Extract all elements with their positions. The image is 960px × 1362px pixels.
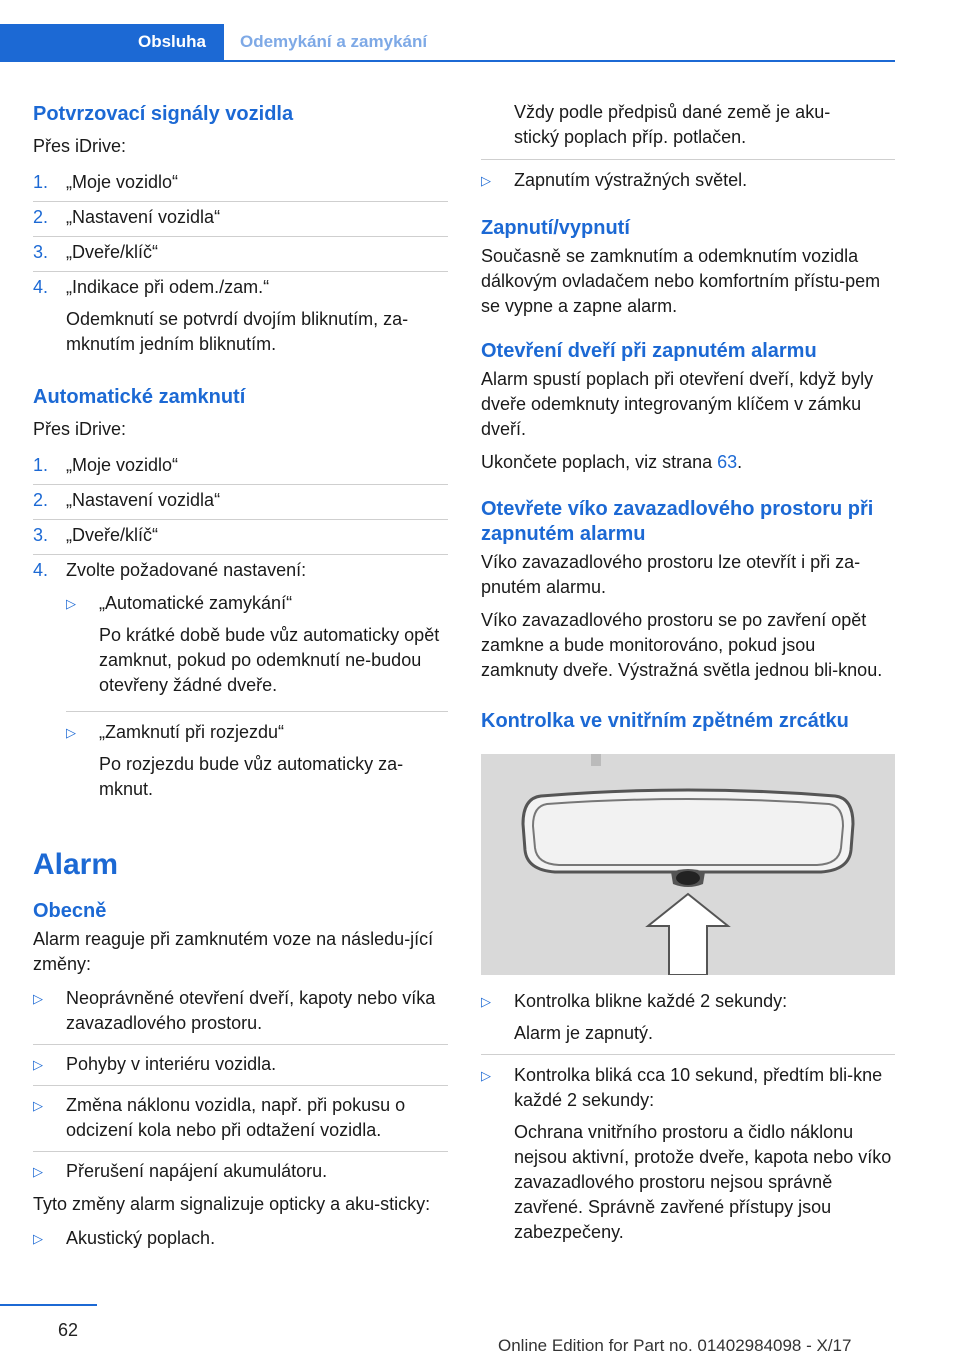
paragraph: Přes iDrive: (33, 136, 127, 156)
list-item: ▷ Zapnutím výstražných světel. (481, 168, 895, 193)
list-item: ▷ Změna náklonu vozidla, např. při pokusu o odcizení kola nebo při odtažení vozidla. (33, 1095, 406, 1140)
paragraph: Alarm reaguje při zamknutém voze na následu-jící změny: (33, 929, 434, 974)
section-title: Otevřete víko zavazadlového prostoru při zapnutém alarmu (481, 498, 874, 545)
list-item: ▷ Neoprávněné otevření dveří, kapoty nebo víka zavazadlového prostoru. (33, 988, 436, 1033)
list-item-note: Po krátké době bude vůz automaticky opět zamknut, pokud po odemknutí ne-budou otevřeny žádné dveře. (99, 625, 440, 695)
list-item: ▷ Akustický poplach. (33, 1226, 448, 1251)
paragraph: Přes iDrive: (33, 419, 127, 439)
paragraph: Alarm spustí poplach při otevření dveří, když byly dveře odemknuty integrovaným klíčem v zámku dveří. (481, 369, 874, 439)
triangle-right-icon: ▷ (33, 1098, 43, 1113)
triangle-right-icon: ▷ (66, 596, 76, 611)
triangle-right-icon: ▷ (481, 173, 491, 188)
list-item: 1. „Moje vozidlo“ (33, 455, 179, 475)
triangle-right-icon: ▷ (481, 1068, 491, 1083)
list-item: ▷ „Zamknutí při rozjezdu“ (66, 720, 448, 745)
footer-rule (0, 1304, 97, 1306)
section-title: Potvrzovací signály vozidla (33, 103, 294, 125)
list-item: ▷ Přerušení napájení akumulátoru. (33, 1159, 448, 1184)
paragraph: Tyto změny alarm signalizuje opticky a aku-sticky: (33, 1194, 431, 1214)
triangle-right-icon: ▷ (33, 1057, 43, 1072)
list-item: 2. „Nastavení vozidla“ (33, 490, 221, 510)
list-item: ▷ Kontrolka bliká cca 10 sekund, předtím bli-kne každé 2 sekundy: (481, 1065, 883, 1110)
rearview-mirror-illustration (481, 754, 895, 975)
page-link[interactable]: 63 (717, 452, 738, 472)
page-header (0, 0, 960, 62)
numbered-list (33, 453, 448, 802)
bullet-list (33, 986, 448, 1184)
section-title: Automatické zamknutí (33, 386, 246, 408)
list-item: 1. „Moje vozidlo“ (33, 172, 179, 192)
header-rule (0, 60, 895, 62)
chapter-tab: Obsluha (0, 24, 224, 60)
edition-text: Online Edition for Part no. 01402984098 - X/17 (498, 1336, 852, 1355)
numbered-list (33, 170, 448, 357)
paragraph: Současně se zamknutím a odemknutím vozidla dálkovým ovladačem nebo komfortním přístu-pem se vypne a zapne alarm. (481, 246, 881, 316)
paragraph: Víko zavazadlového prostoru se po zavření opět zamkne a bude monitorováno, pokud jsou zamknuty dveře. Výstražná světla jednou bli-knou. (481, 610, 883, 680)
list-item-note: Odemknutí se potvrdí dvojím bliknutím, za-mknutím jedním bliknutím. (66, 309, 409, 354)
list-item: 2. „Nastavení vozidla“ (33, 207, 221, 227)
chapter-title: Alarm (33, 848, 119, 881)
page-number: 62 (58, 1320, 79, 1340)
list-item: ▷ Pohyby v interiéru vozidla. (33, 1052, 448, 1077)
triangle-right-icon: ▷ (66, 725, 76, 740)
mirror-icon (481, 754, 895, 975)
section-tab: Odemykání a zamykání (240, 32, 428, 51)
left-column (33, 100, 448, 1251)
triangle-right-icon: ▷ (33, 1164, 43, 1179)
sub-list (66, 591, 448, 802)
list-item: 4. Zvolte požadované nastavení: (33, 560, 307, 580)
section-title: Kontrolka ve vnitřním zpětném zrcátku (481, 710, 849, 732)
list-item-note: Vždy podle předpisů dané země je aku-stický poplach příp. potlačen. (514, 102, 831, 147)
section-title: Zapnutí/vypnutí (481, 217, 630, 239)
section-title: Obecně (33, 900, 107, 922)
list-item-note: Po rozjezdu bude vůz automaticky za-mknut. (99, 754, 404, 799)
right-column (481, 100, 895, 1245)
list-item: 3. „Dveře/klíč“ (33, 525, 159, 545)
list-item: ▷ „Automatické zamykání“ (66, 591, 448, 616)
section-title: Otevření dveří při zapnutém alarmu (481, 340, 817, 362)
paragraph: Ukončete poplach, viz strana 63. (481, 452, 743, 472)
triangle-right-icon: ▷ (481, 994, 491, 1009)
list-item-note: Ochrana vnitřního prostoru a čidlo náklonu nejsou aktivní, protože dveře, kapota nebo víko zavazadlového prostoru nejsou správně zavřené. Správně zavřené přístupy jsou zabezpečeny. (514, 1122, 892, 1242)
list-item-note: Alarm je zapnutý. (514, 1023, 654, 1043)
list-item: 3. „Dveře/klíč“ (33, 242, 159, 262)
triangle-right-icon: ▷ (33, 991, 43, 1006)
paragraph: Víko zavazadlového prostoru lze otevřít i při za-pnutém alarmu. (481, 552, 861, 597)
triangle-right-icon: ▷ (33, 1231, 43, 1246)
list-item: 4. „Indikace při odem./zam.“ (33, 277, 270, 297)
list-item: ▷ Kontrolka blikne každé 2 sekundy: (481, 989, 895, 1014)
